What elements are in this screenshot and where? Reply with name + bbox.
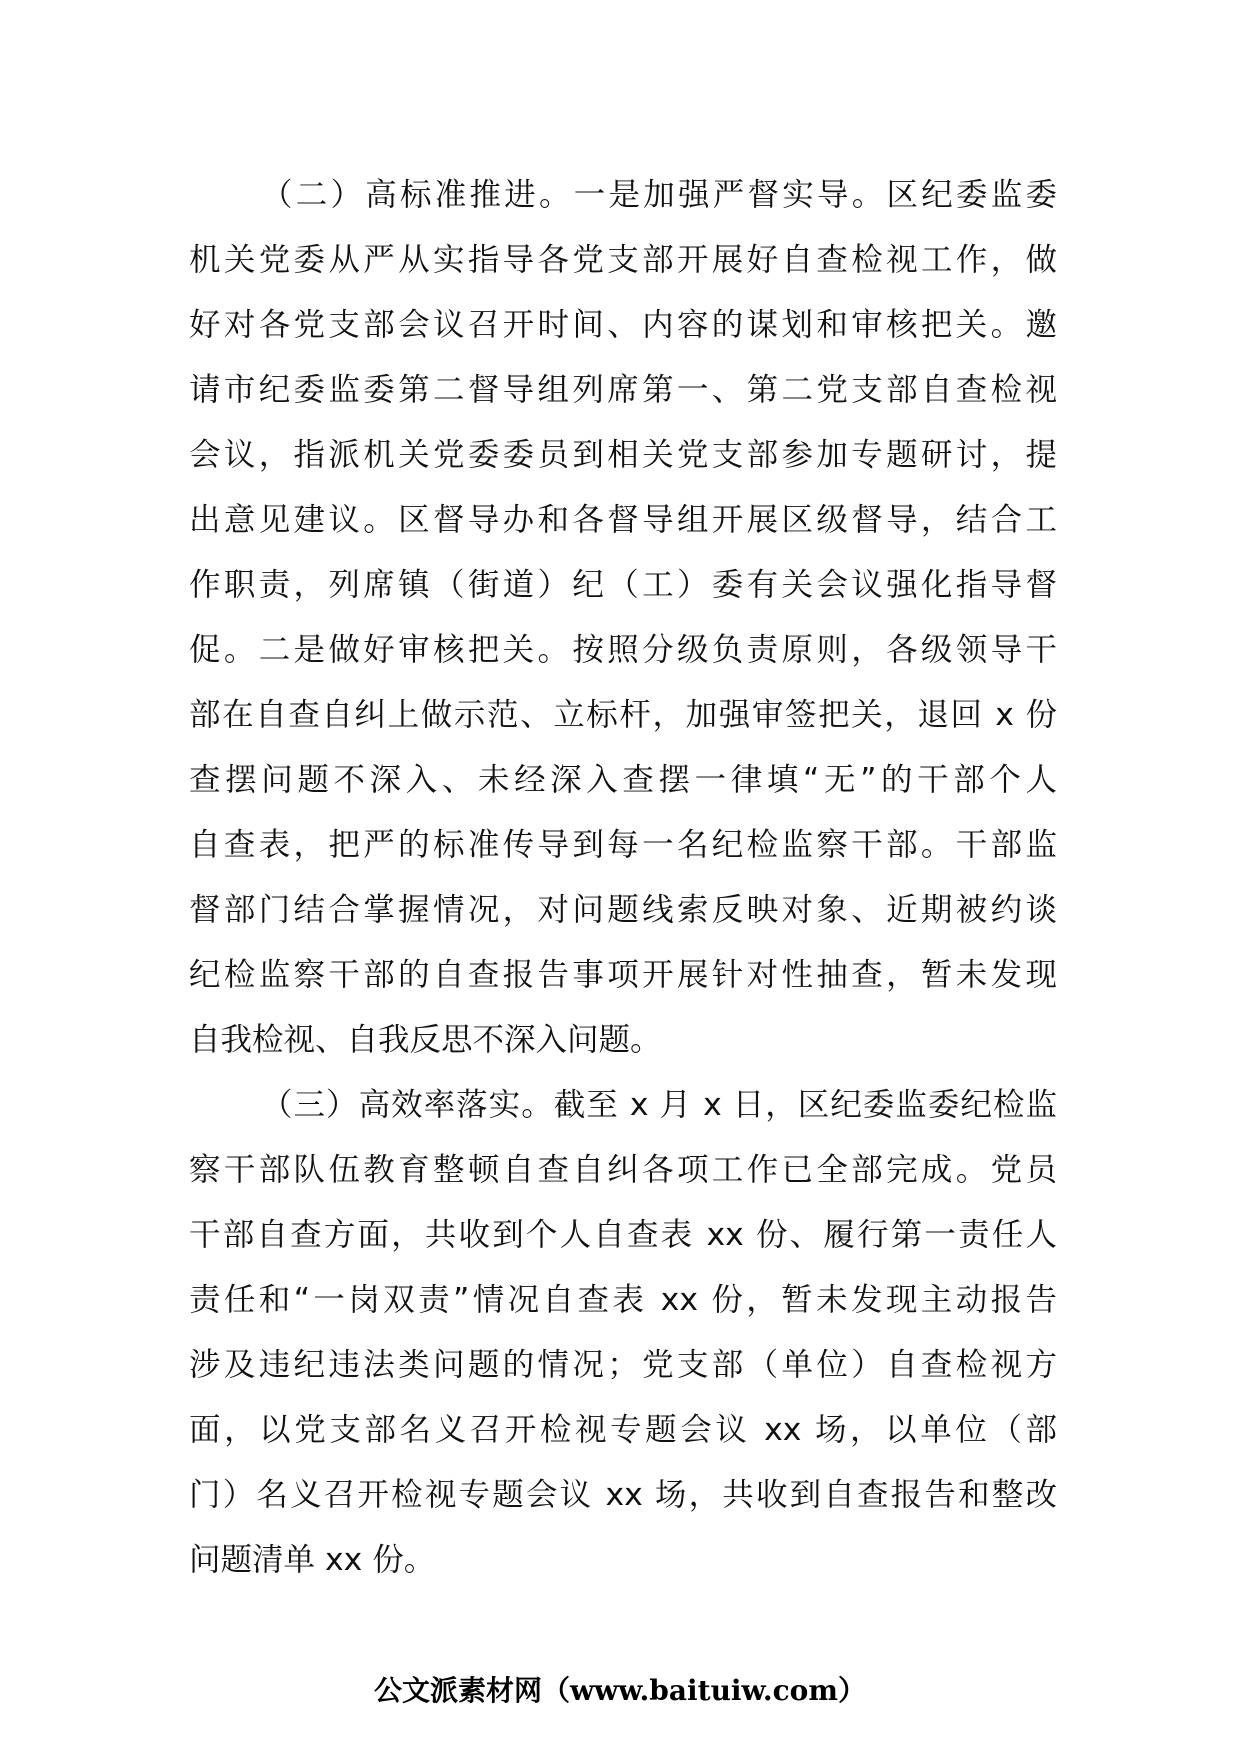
paragraph-line: 干部自查方面，共收到个人自查表 xx 份、履行第一责任人 <box>189 1217 1057 1253</box>
paragraph-line: 纪检监察干部的自查报告事项开展针对性抽查，暂未发现 <box>189 957 1057 993</box>
paragraph-line: 作职责，列席镇（街道）纪（工）委有关会议强化指导督 <box>189 567 1057 603</box>
paragraph-line: 督部门结合掌握情况，对问题线索反映对象、近期被约谈 <box>189 892 1057 928</box>
paragraph-2 <box>189 163 1057 1073</box>
paragraph-line: （二）高标准推进。一是加强严督实导。区纪委监委 <box>261 177 1057 213</box>
paragraph-line: 部在自查自纠上做示范、立标杆，加强审签把关，退回 x 份 <box>189 697 1057 733</box>
paragraph-line: 会议，指派机关党委委员到相关党支部参加专题研讨，提 <box>189 437 1057 473</box>
paragraph-line: 面，以党支部名义召开检视专题会议 xx 场，以单位（部 <box>189 1412 1057 1448</box>
paragraph-line: （三）高效率落实。截至 x 月 x 日，区纪委监委纪检监 <box>261 1087 1057 1123</box>
paragraph-line: 出意见建议。区督导办和各督导组开展区级督导，结合工 <box>189 502 1057 538</box>
paragraph-line: 自我检视、自我反思不深入问题。 <box>189 1022 662 1058</box>
paragraph-line: 请市纪委监委第二督导组列席第一、第二党支部自查检视 <box>189 372 1057 408</box>
paragraph-line: 好对各党支部会议召开时间、内容的谋划和审核把关。邀 <box>189 307 1057 343</box>
paragraph-3 <box>189 1073 1057 1593</box>
footer-watermark: 公文派素材网（www.baituiw.com） <box>374 1674 866 1707</box>
paragraph-line: 门）名义召开检视专题会议 xx 场，共收到自查报告和整改 <box>189 1477 1057 1513</box>
paragraph-line: 问题清单 xx 份。 <box>189 1542 436 1578</box>
paragraph-line: 促。二是做好审核把关。按照分级负责原则，各级领导干 <box>189 632 1057 668</box>
document-body <box>189 163 1057 1593</box>
paragraph-line: 机关党委从严从实指导各党支部开展好自查检视工作，做 <box>189 242 1057 278</box>
paragraph-line: 察干部队伍教育整顿自查自纠各项工作已全部完成。党员 <box>189 1152 1057 1188</box>
paragraph-line: 自查表，把严的标准传导到每一名纪检监察干部。干部监 <box>189 827 1057 863</box>
paragraph-line: 责任和“一岗双责”情况自查表 xx 份，暂未发现主动报告 <box>189 1282 1057 1318</box>
paragraph-line: 查摆问题不深入、未经深入查摆一律填“无”的干部个人 <box>189 762 1057 798</box>
paragraph-line: 涉及违纪违法类问题的情况；党支部（单位）自查检视方 <box>189 1347 1057 1383</box>
